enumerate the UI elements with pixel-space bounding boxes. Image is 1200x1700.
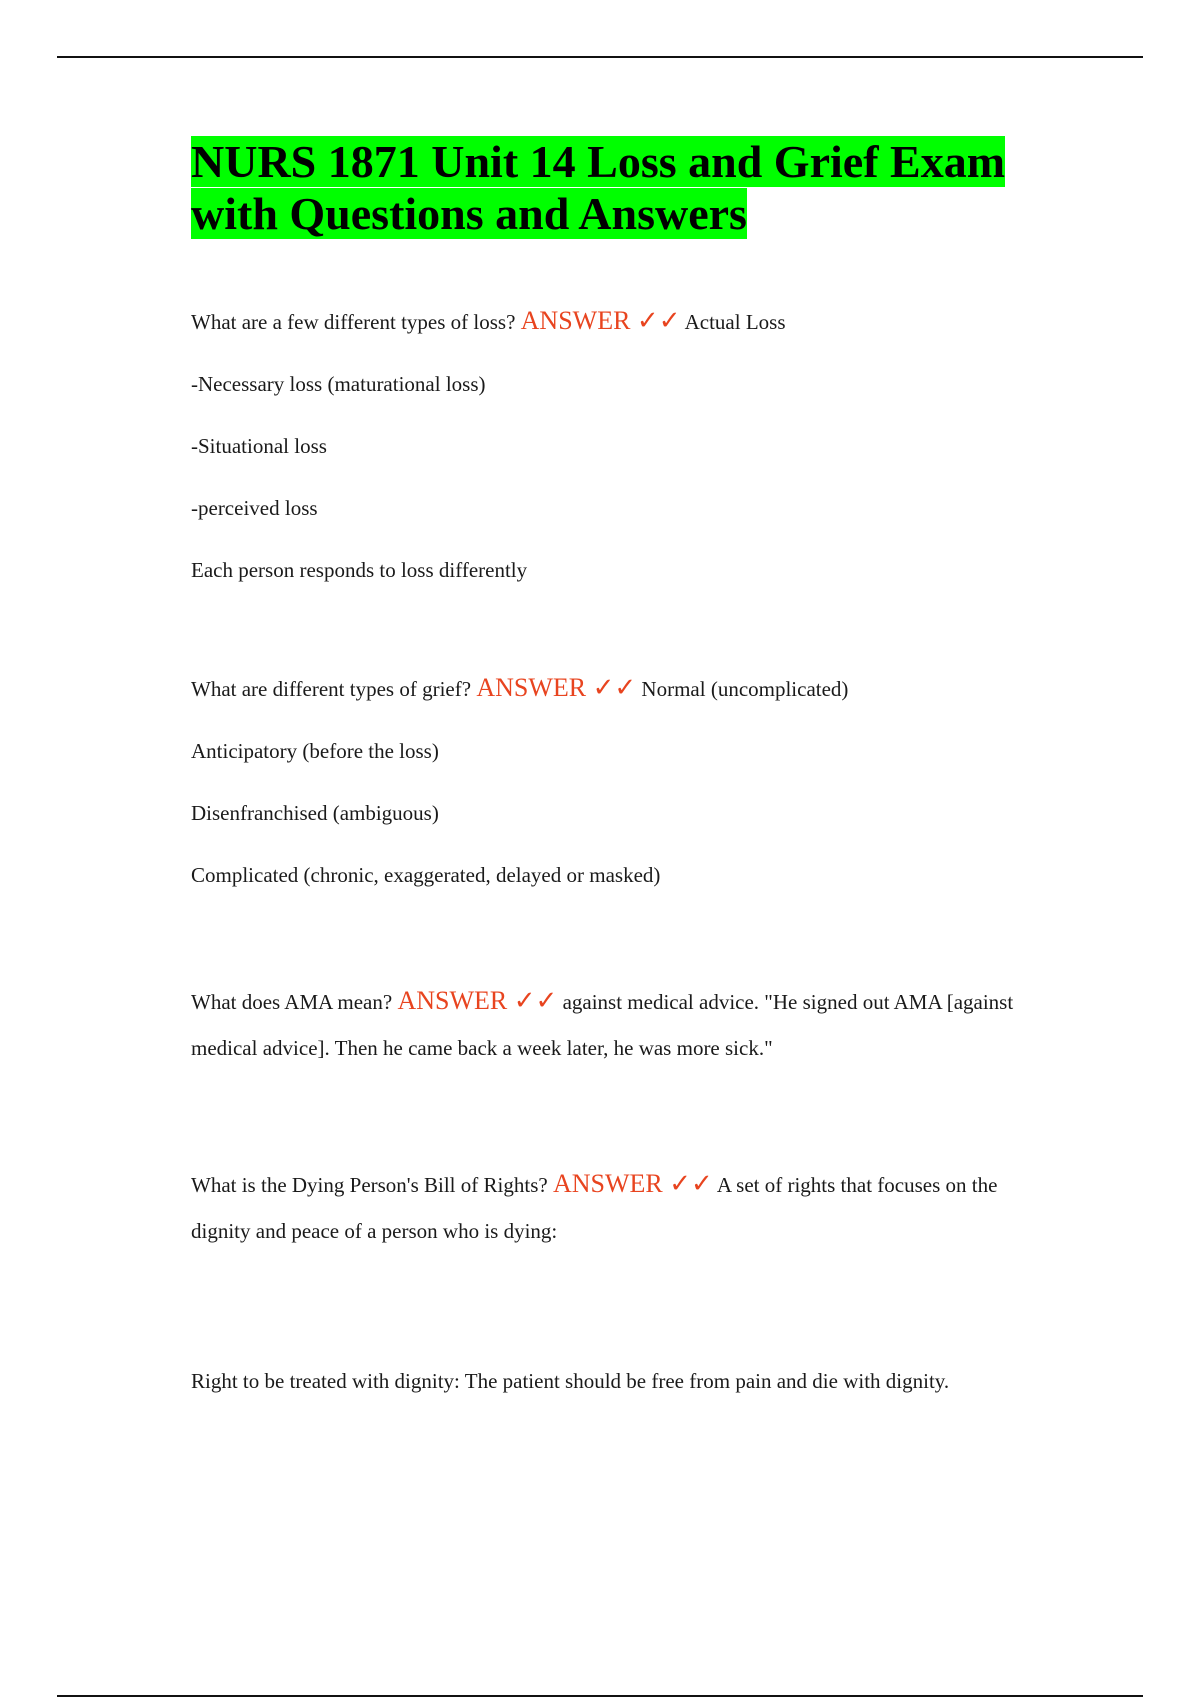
qa-block	[191, 673, 1051, 890]
document-body	[191, 136, 1051, 1396]
answer-marker: ANSWER ✓✓	[397, 986, 558, 1015]
list-item: -perceived loss	[191, 496, 318, 520]
answer-text: Actual Loss	[684, 310, 786, 334]
qa-block	[191, 306, 1051, 585]
list-item: Complicated (chronic, exaggerated, delayed or masked)	[191, 863, 661, 887]
question-text: What is the Dying Person's Bill of Rights?	[191, 1173, 548, 1197]
footer-rule	[57, 1695, 1143, 1697]
answer-marker: ANSWER ✓✓	[476, 673, 637, 702]
answer-text: against medical advice. "He signed out AMA [against medical advice]. Then he came back a week later, he was more sick."	[191, 990, 1014, 1060]
answer-marker: ANSWER ✓✓	[520, 306, 681, 335]
qa-block	[191, 978, 1051, 1071]
qa-block	[191, 1161, 1051, 1254]
list-item: Anticipatory (before the loss)	[191, 739, 439, 763]
title-text: NURS 1871 Unit 14 Loss and Grief Exam with Questions and Answers	[191, 136, 1006, 239]
question-line	[191, 673, 1051, 704]
header-rule	[57, 56, 1143, 58]
answer-text: Normal (uncomplicated)	[641, 677, 849, 701]
question-text: What are a few different types of loss?	[191, 310, 516, 334]
list-item: -Necessary loss (maturational loss)	[191, 372, 486, 396]
question-text: What are different types of grief?	[191, 677, 472, 701]
question-line	[191, 978, 1051, 1071]
document-title	[191, 136, 1051, 240]
list-item: Disenfranchised (ambiguous)	[191, 801, 439, 825]
answer-text: A set of rights that focuses on the dignity and peace of a person who is dying:	[191, 1173, 998, 1243]
question-line	[191, 1161, 1051, 1254]
answer-marker: ANSWER ✓✓	[552, 1169, 713, 1198]
question-text: What does AMA mean?	[191, 990, 393, 1014]
list-item: -Situational loss	[191, 434, 327, 458]
rights-paragraph: Right to be treated with dignity: The patient should be free from pain and die with dignity.	[191, 1369, 950, 1393]
list-item: Each person responds to loss differently	[191, 558, 528, 582]
question-line	[191, 306, 1051, 337]
